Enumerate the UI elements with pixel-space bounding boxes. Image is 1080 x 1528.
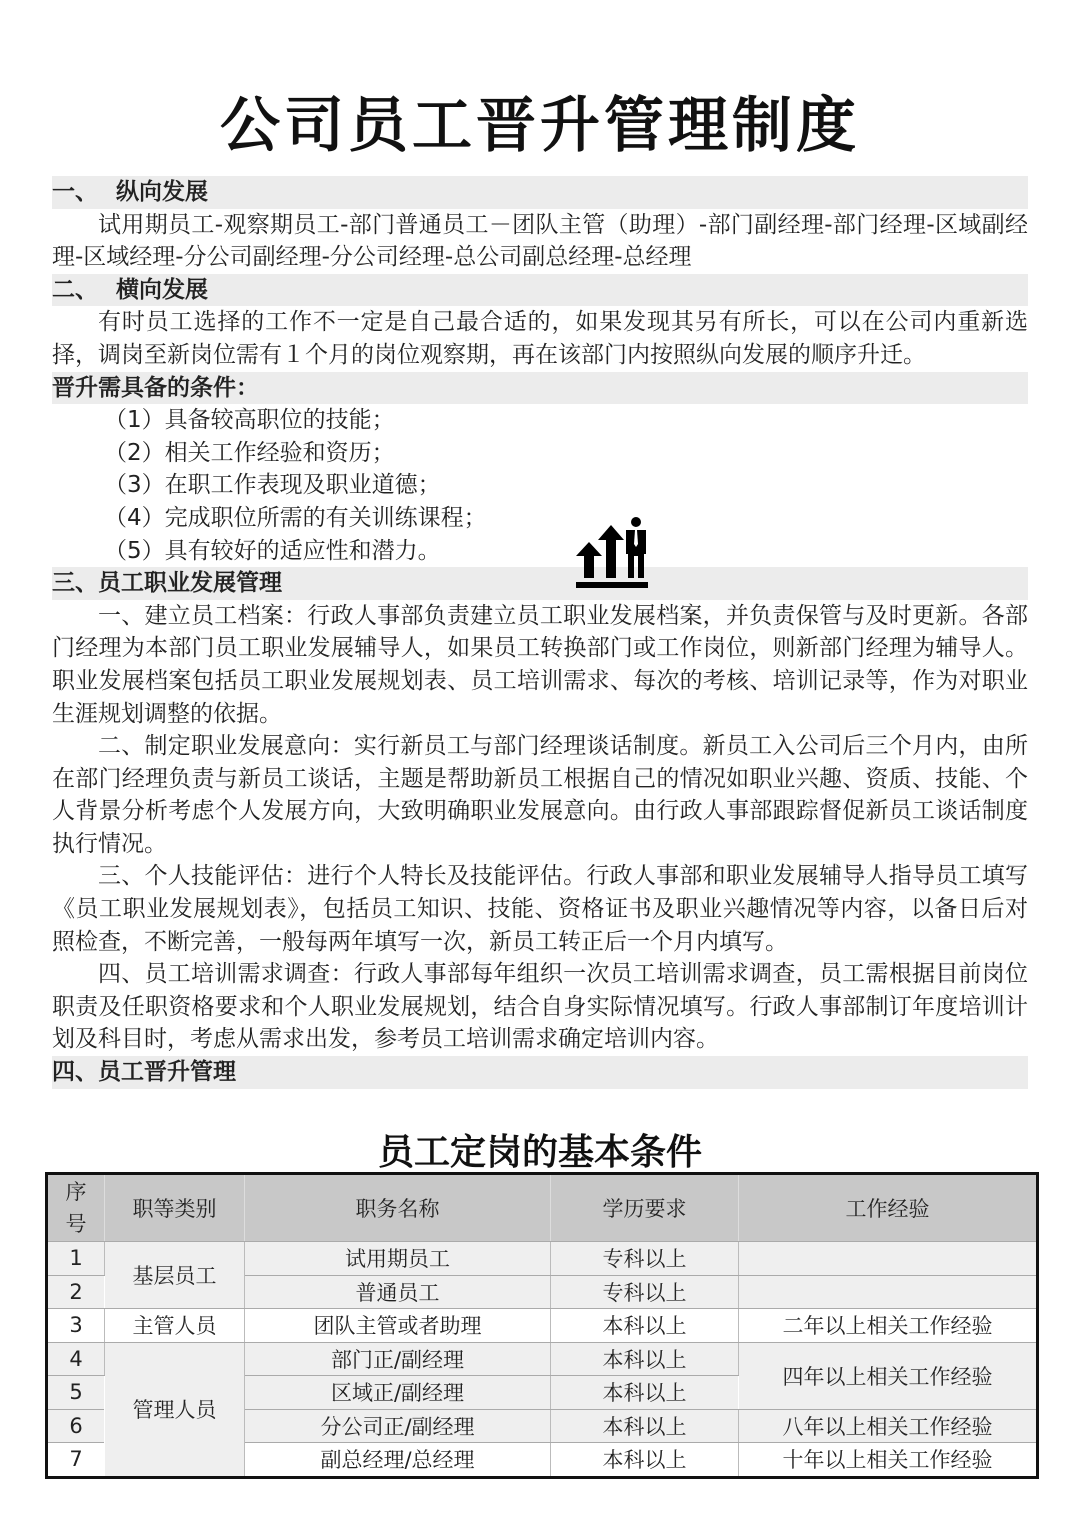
document-body xyxy=(52,176,1028,1089)
cell-position: 部门正/副经理 xyxy=(245,1342,551,1376)
column-header: 序号 xyxy=(47,1174,105,1242)
cell-education: 本科以上 xyxy=(551,1443,739,1478)
cell-position: 区域正/副经理 xyxy=(245,1376,551,1410)
page-title: 公司员工晋升管理制度 xyxy=(220,91,860,161)
career-paragraph: 三、个人技能评估：进行个人特长及技能评估。行政人事部和职业发展辅导人指导员工填写《员工职业发展规划表》，包括员工知识、技能、资格证书及职业兴趣情况等内容，以备日后对照检查，不断完善，一般每两年填写一次，新员工转正后一个月内填写。 xyxy=(52,863,1028,955)
cell-education: 专科以上 xyxy=(551,1275,739,1309)
cell-no: 2 xyxy=(47,1275,105,1309)
cell-no: 1 xyxy=(47,1242,105,1276)
conditions-header: 晋升需具备的条件： xyxy=(52,372,1028,405)
table-header-row xyxy=(47,1174,1038,1242)
condition-item: （2）相关工作经验和资历； xyxy=(104,439,395,466)
section-title: 纵向发展 xyxy=(116,179,208,205)
cell-position: 普通员工 xyxy=(245,1275,551,1309)
career-paragraph: 二、制定职业发展意向：实行新员工与部门经理谈话制度。新员工入公司后三个月内，由所在部门经理负责与新员工谈话，主题是帮助新员工根据自己的情况如职业兴趣、资质、技能、个人背景分析考虑个人发展方向，大致明确职业发展意向。由行政人事部跟踪督促新员工谈话制度执行情况。 xyxy=(52,733,1028,857)
cell-position: 副总经理/总经理 xyxy=(245,1443,551,1478)
cell-education: 本科以上 xyxy=(551,1376,739,1410)
section-header-vertical xyxy=(52,176,1028,209)
condition-item: （4）完成职位所需的有关训练课程； xyxy=(104,504,487,531)
cell-education: 本科以上 xyxy=(551,1342,739,1376)
table-row xyxy=(47,1309,1038,1343)
cell-experience xyxy=(739,1275,1038,1309)
conditions-list xyxy=(52,404,1028,567)
cell-no: 6 xyxy=(47,1409,105,1443)
cell-education: 专科以上 xyxy=(551,1242,739,1276)
section-number: 一、 xyxy=(52,179,98,205)
cell-no: 5 xyxy=(47,1376,105,1410)
horizontal-text: 有时员工选择的工作不一定是自己最合适的，如果发现其另有所长，可以在公司内重新选择，调岗至新岗位需有１个月的岗位观察期，再在该部门内按照纵向发展的顺序升迁。 xyxy=(52,309,1028,368)
column-header: 职等类别 xyxy=(105,1174,245,1242)
cell-experience: 八年以上相关工作经验 xyxy=(739,1409,1038,1443)
cell-position: 分公司正/副经理 xyxy=(245,1409,551,1443)
cell-education: 本科以上 xyxy=(551,1309,739,1343)
cell-category: 主管人员 xyxy=(105,1309,245,1343)
career-paragraph: 一、建立员工档案：行政人事部负责建立员工职业发展档案，并负责保管与及时更新。各部门经理为本部门员工职业发展辅导人，如果员工转换部门或工作岗位，则新部门经理为辅导人。职业发展档案包括员工职业发展规划表、员工培训需求、每次的考核、培训记录等，作为对职业生涯规划调整的依据。 xyxy=(52,602,1028,727)
cell-experience: 十年以上相关工作经验 xyxy=(739,1443,1038,1478)
column-header: 职务名称 xyxy=(245,1174,551,1242)
section-header-horizontal xyxy=(52,274,1028,307)
section-header-career: 三、员工职业发展管理 xyxy=(52,567,1028,600)
cell-no: 4 xyxy=(47,1342,105,1376)
condition-item: （1）具备较高职位的技能； xyxy=(104,407,395,434)
cell-category: 基层员工 xyxy=(105,1242,245,1309)
section-number: 二、 xyxy=(52,276,98,303)
column-header: 工作经验 xyxy=(739,1174,1038,1242)
column-header: 学历要求 xyxy=(551,1174,739,1242)
cell-experience xyxy=(739,1242,1038,1276)
section-header-promotion: 四、员工晋升管理 xyxy=(52,1056,1028,1089)
cell-no: 3 xyxy=(47,1309,105,1343)
career-paragraph: 四、员工培训需求调查：行政人事部每年组织一次员工培训需求调查，员工需根据目前岗位职责及任职资格要求和个人职业发展规划，结合自身实际情况填写。行政人事部制订年度培训计划及科目时，考虑从需求出发，参考员工培训需求确定培训内容。 xyxy=(52,961,1028,1053)
position-requirements-table xyxy=(45,1172,1039,1479)
condition-item: （5）具有较好的适应性和潜力。 xyxy=(104,537,441,564)
cell-education: 本科以上 xyxy=(551,1409,739,1443)
career-growth-icon xyxy=(574,516,650,592)
condition-item: （3）在职工作表现及职业道德； xyxy=(104,472,441,499)
cell-position: 团队主管或者助理 xyxy=(245,1309,551,1343)
cell-position: 试用期员工 xyxy=(245,1242,551,1276)
cell-experience: 二年以上相关工作经验 xyxy=(739,1309,1038,1343)
vertical-path-text: 试用期员工-观察期员工-部门普通员工－团队主管（助理）-部门副经理-部门经理-区域副经理-区域经理-分公司副经理-分公司经理-总公司副总经理-总经理 xyxy=(52,211,1028,271)
section-title: 横向发展 xyxy=(116,276,208,303)
cell-no: 7 xyxy=(47,1443,105,1478)
cell-category: 管理人员 xyxy=(105,1342,245,1477)
table-row xyxy=(47,1342,1038,1376)
table-title: 员工定岗的基本条件 xyxy=(377,1132,702,1173)
table-row xyxy=(47,1242,1038,1276)
cell-experience: 四年以上相关工作经验 xyxy=(739,1342,1038,1409)
